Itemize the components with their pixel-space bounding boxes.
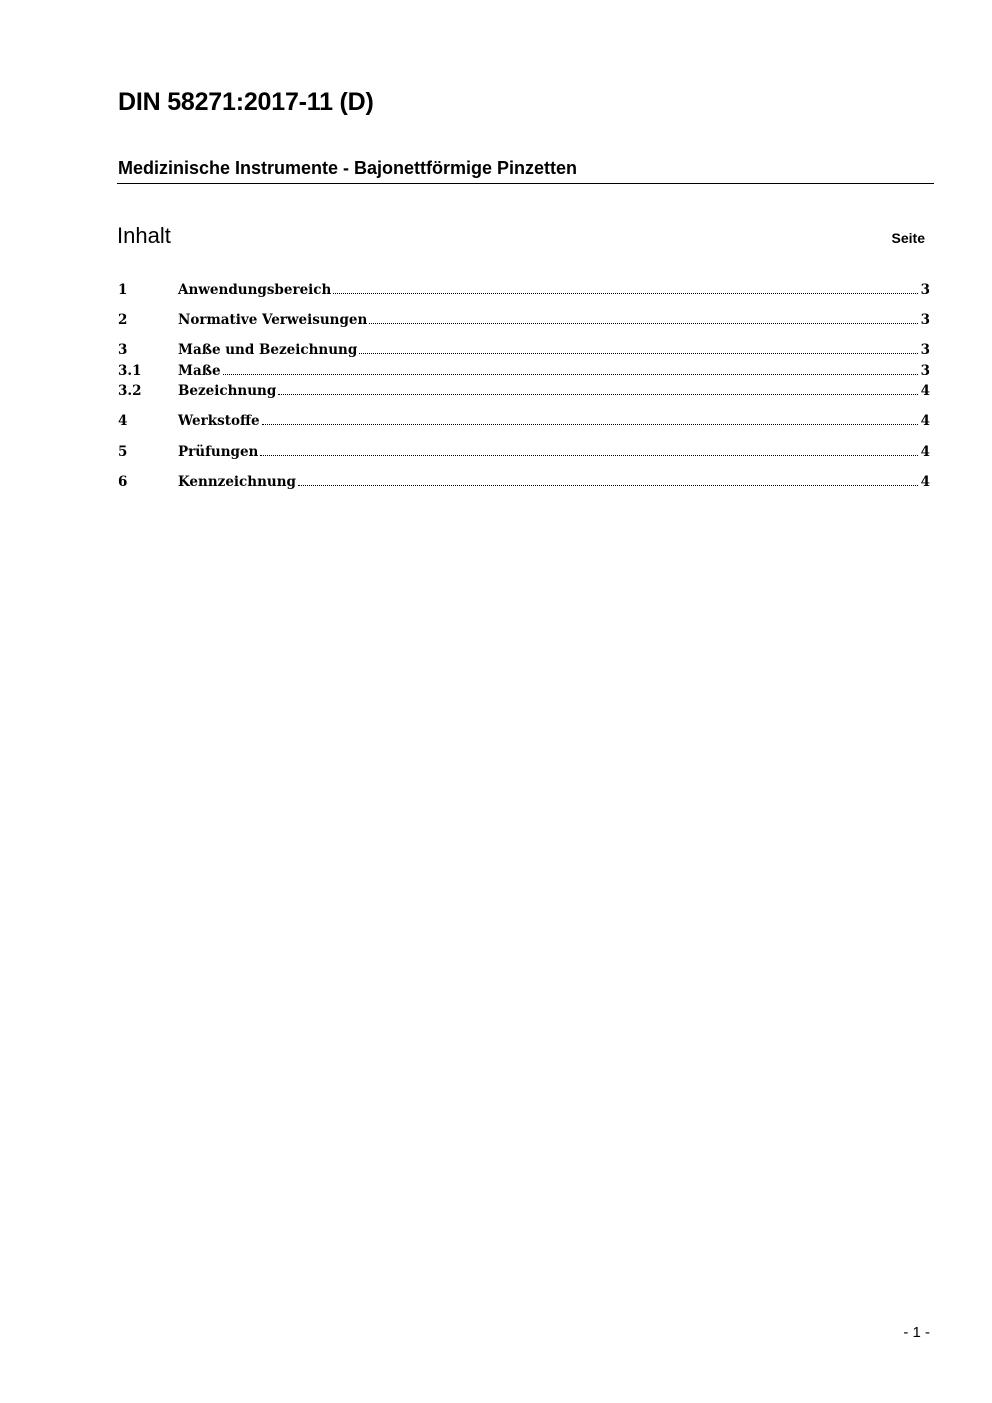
document-id: DIN 58271:2017-11 (D) — [118, 88, 374, 116]
title-underline — [117, 183, 934, 184]
toc-entry-page: 4 — [920, 413, 930, 429]
toc-entry-label: Prüfungen — [178, 444, 259, 460]
toc-entry-page: 3 — [920, 282, 930, 298]
toc-dot-leader — [260, 455, 918, 456]
toc-entry-page: 4 — [920, 474, 930, 490]
toc-dot-leader — [359, 353, 918, 354]
toc-entry-number: 1 — [118, 282, 128, 298]
toc-entry-page: 4 — [920, 444, 930, 460]
toc-entry-number: 2 — [118, 312, 128, 328]
toc-entry-page: 3 — [920, 312, 930, 328]
toc-page-column-label: Seite — [891, 230, 925, 246]
toc-entry-label: Werkstoffe — [178, 413, 260, 429]
toc-entry-kennzeichnung[interactable] — [118, 472, 930, 492]
toc-entry-number: 6 — [118, 474, 128, 490]
toc-dot-leader — [262, 424, 918, 425]
toc-entry-anwendungsbereich[interactable] — [118, 280, 930, 300]
toc-entry-page: 3 — [920, 342, 930, 358]
toc-entry-number: 3.1 — [118, 363, 142, 379]
toc-entry-bezeichnung[interactable] — [118, 381, 930, 401]
toc-entry-number: 3 — [118, 342, 128, 358]
toc-dot-leader — [369, 323, 918, 324]
toc-entry-label: Bezeichnung — [178, 383, 277, 399]
toc-dot-leader — [278, 394, 918, 395]
toc-entry-label: Maße und Bezeichnung — [178, 342, 358, 358]
toc-heading: Inhalt — [117, 223, 171, 248]
document-title: Medizinische Instrumente - Bajonettförmige Pinzetten — [118, 158, 578, 178]
toc-entry-normative-verweisungen[interactable] — [118, 310, 930, 330]
toc-entry-label: Maße — [178, 363, 221, 379]
toc-entry-page: 3 — [920, 363, 930, 379]
toc-entry-number: 5 — [118, 444, 128, 460]
toc-dot-leader — [333, 293, 918, 294]
toc-entry-label: Kennzeichnung — [178, 474, 296, 490]
toc-entry-masse-und-bezeichnung[interactable] — [118, 340, 930, 360]
toc-entry-masse[interactable] — [118, 361, 930, 381]
toc-dot-leader — [223, 374, 918, 375]
toc-entry-pruefungen[interactable] — [118, 442, 930, 462]
toc-entry-label: Anwendungsbereich — [178, 282, 332, 298]
toc-entry-label: Normative Verweisungen — [178, 312, 368, 328]
toc-entry-werkstoffe[interactable] — [118, 411, 930, 431]
toc-entry-number: 3.2 — [118, 383, 142, 399]
footer-page-number: - 1 - — [903, 1324, 930, 1341]
toc-entry-number: 4 — [118, 413, 128, 429]
toc-dot-leader — [298, 485, 918, 486]
toc-entry-page: 4 — [920, 383, 930, 399]
